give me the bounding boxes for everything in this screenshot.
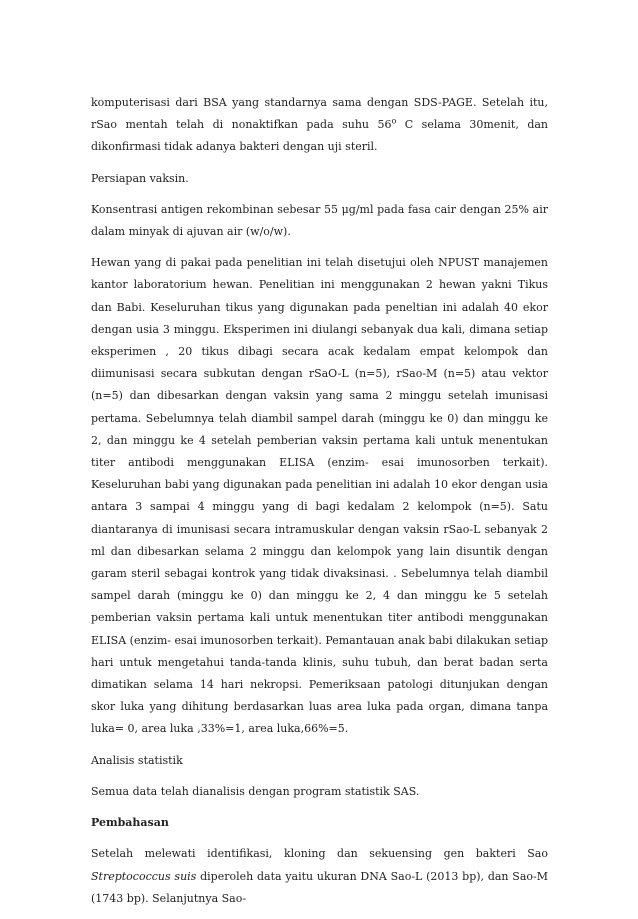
- species-name: Streptococcus suis: [91, 869, 197, 883]
- paragraph-text: komputerisasi dari BSA yang standarnya sama dengan SDS-PAGE. Setelah itu, rSao mentah telah di nonaktifkan pada suhu 56: [91, 96, 548, 132]
- paragraph-analisis-sas: Semua data telah dianalisis dengan program statistik SAS.: [91, 784, 420, 798]
- paragraph-text: Setelah melewati identifikasi, kloning dan sekuensing gen bakteri Sao: [91, 847, 548, 861]
- paragraph-konsentrasi-antigen: Konsentrasi antigen rekombinan sebesar 55 μg/ml pada fasa cair dengan 25% air dalam minyak di ajuvan air (w/o/w).: [91, 202, 548, 239]
- heading-pembahasan: Pembahasan: [91, 816, 169, 830]
- heading-analisis-statistik: Analisis statistik: [91, 753, 183, 767]
- document-page: [91, 92, 548, 919]
- degree-superscript: o: [391, 116, 397, 126]
- paragraph-pembahasan: [91, 843, 548, 910]
- paragraph-text: diperoleh data yaitu ukuran DNA Sao-L (2013 bp), dan Sao-M (1743 bp). Selanjutnya Sao-: [91, 869, 548, 905]
- heading-persiapan-vaksin: Persiapan vaksin.: [91, 171, 189, 185]
- paragraph-text: C selama 30menit, dan dikonfirmasi tidak adanya bakteri dengan uji steril.: [91, 118, 548, 154]
- paragraph-bsa-konfirmasi: [91, 92, 548, 159]
- paragraph-hewan-penelitian: Hewan yang di pakai pada penelitian ini telah disetujui oleh NPUST manajemen kantor laboratorium hewan. Penelitian ini menggunakan 2 hewan yakni Tikus dan Babi. Keseluruhan tikus yang digunakan pada peneltian ini adalah 40 ekor dengan usia 3 minggu. Eksperimen ini diulangi sebanyak dua kali, dimana setiap eksperimen , 20 tikus dibagi secara acak kedalam empat kelompok dan diimunisasi secara subkutan dengan rSaO-L (n=5), rSao-M (n=5) atau vektor (n=5) dan dibesarkan dengan vaksin yang sama 2 minggu setelah imunisasi pertama. Sebelumnya telah diambil sampel darah (minggu ke 0) dan minggu ke 2, dan minggu ke 4 setelah pemberian vaksin pertama kali untuk menentukan titer antibodi menggunakan ELISA (enzim- esai imunosorben terkait). Keseluruhan babi yang digunakan pada penelitian ini adalah 10 ekor dengan usia antara 3 sampai 4 minggu yang di bagi kedalam 2 kelompok (n=5). Satu diantaranya di imunisasi secara intramuskular dengan vaksin rSao-L sebanyak 2 ml dan dibesarkan selama 2 minggu dan kelompok yang lain disuntik dengan garam steril sebagai kontrok yang tidak divaksinasi. . Sebelumnya telah diambil sampel darah (minggu ke 0) dan minggu ke 2, 4 dan minggu ke 5 setelah pemberian vaksin pertama kali untuk menentukan titer antibodi menggunakan ELISA (enzim- esai imunosorben terkait). Pemantauan anak babi dilakukan setiap hari untuk mengetahui tanda-tanda klinis, suhu tubuh, dan berat badan serta dimatikan selama 14 hari nekropsi. Pemeriksaan patologi ditunjukan dengan skor luka yang dihitung berdasarkan luas area luka pada organ, dimana tanpa luka= 0, area luka ,33%=1, area luka,66%=5.: [91, 256, 548, 736]
